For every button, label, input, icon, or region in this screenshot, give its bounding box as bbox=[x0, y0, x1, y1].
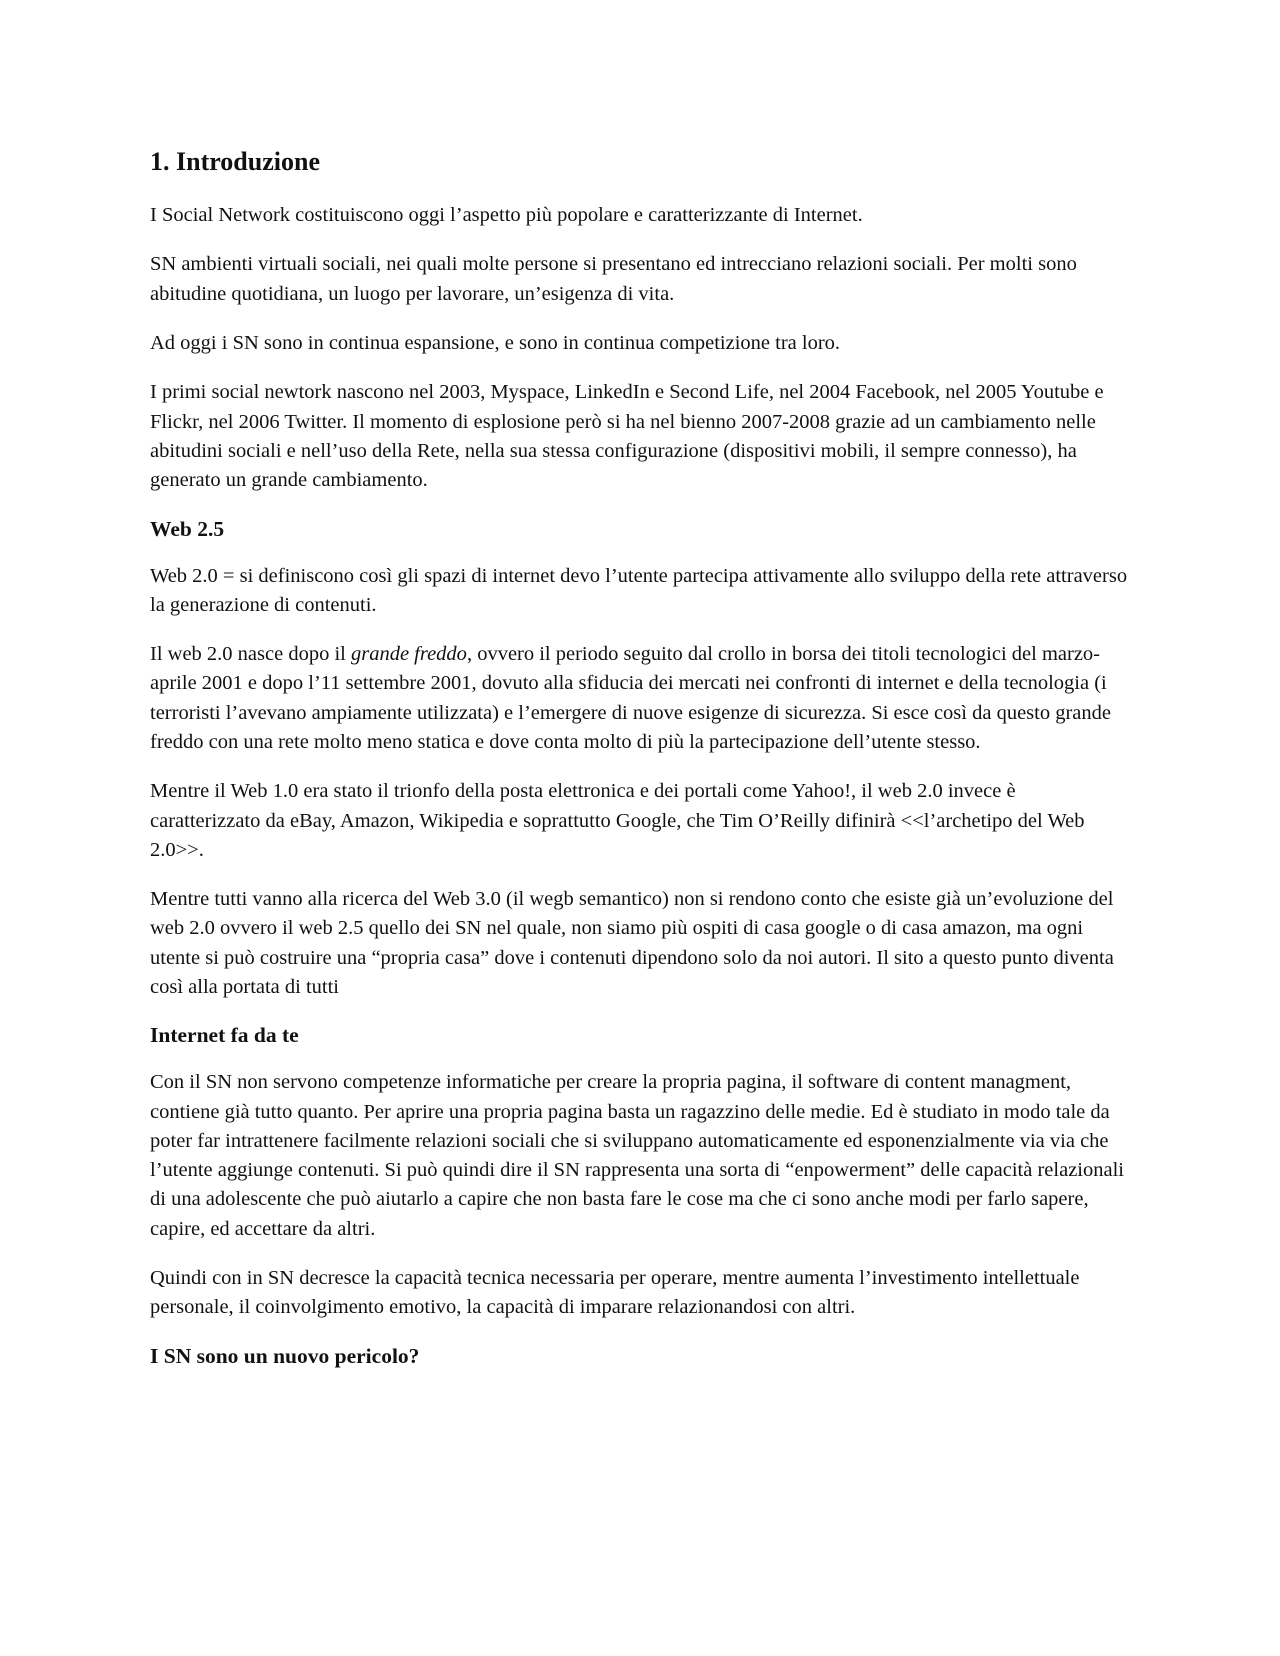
paragraph-intro-1: I Social Network costituiscono oggi l’aspetto più popolare e caratterizzante di Internet. bbox=[150, 204, 863, 227]
section-heading-web25: Web 2.5 bbox=[150, 516, 225, 541]
paragraph-intro-4: I primi social newtork nascono nel 2003, Myspace, LinkedIn e Second Life, nel 2004 Facebook, nel 2005 Youtube e Flickr, nel 2006 Twitter. Il momento di esplosione però si ha nel bienno 2007-2008 grazie ad un cambiamento nelle abitudini sociali e nell’uso della Rete, nella sua stessa configurazione (dispositivi mobili, il sempre connesso), ha generato un grande cambiamento. bbox=[150, 381, 1104, 492]
paragraph-internet-2: Quindi con in SN decresce la capacità tecnica necessaria per operare, mentre aumenta l’investimento intellettuale personale, il coinvolgimento emotivo, la capacità di imparare relazionandosi con altri. bbox=[150, 1267, 1080, 1319]
paragraph-intro-2: SN ambienti virtuali sociali, nei quali molte persone si presentano ed intrecciano relazioni sociali. Per molti sono abitudine quotidiana, un luogo per lavorare, un’esigenza di vita. bbox=[150, 253, 1077, 305]
paragraph-web25-3: Mentre il Web 1.0 era stato il trionfo della posta elettronica e dei portali come Yahoo!, il web 2.0 invece è caratterizzato da eBay, Amazon, Wikipedia e soprattutto Google, che Tim O’Reilly difinirà <<l’archetipo del Web 2.0>>. bbox=[150, 780, 1085, 861]
paragraph-web25-1: Web 2.0 = si definiscono così gli spazi di internet devo l’utente partecipa attivamente allo sviluppo della rete attraverso la generazione di contenuti. bbox=[150, 564, 1128, 616]
page-title: 1. Introduzione bbox=[150, 147, 320, 176]
paragraph-web25-2-start: Il web 2.0 nasce dopo il bbox=[150, 643, 351, 666]
section-heading-internet: Internet fa da te bbox=[150, 1023, 299, 1048]
paragraph-internet-1: Con il SN non servono competenze informatiche per creare la propria pagina, il software di content managment, contiene già tutto quanto. Per aprire una propria pagina basta un ragazzino delle medie. Ed è studiato in modo tale da poter far intrattenere facilmente relazioni sociali che si sviluppano automaticamente ed esponenzialmente via via che l’utente aggiunge contenuti. Si può quindi dire il SN rappresenta una sorta di “enpowerment” delle capacità relazionali di una adolescente che può aiutarlo a capire che non basta fare le cose ma che ci sono anche modi per farlo sapere, capire, ed accettare da altri. bbox=[150, 1071, 1124, 1240]
paragraph-web25-2-end: , ovvero il periodo seguito dal crollo in borsa dei titoli tecnologici del marzo-aprile 2001 e dopo l’11 settembre 2001, dovuto alla sfiducia dei mercati nei confronti di internet e della tecnologia (i terroristi l’avevano ampiamente utilizzata) e l’emergere di nuove esigenze di sicurezza. Si esce così da questo grande freddo con una rete molto meno statica e dove conta molto di più la partecipazione dell’utente stesso. bbox=[150, 643, 1111, 753]
section-heading-pericolo: I SN sono un nuovo pericolo? bbox=[150, 1343, 420, 1368]
paragraph-web25-2 bbox=[150, 640, 1130, 757]
paragraph-intro-3: Ad oggi i SN sono in continua espansione, e sono in continua competizione tra loro. bbox=[150, 332, 841, 355]
paragraph-web25-4: Mentre tutti vanno alla ricerca del Web 3.0 (il wegb semantico) non si rendono conto che esiste già un’evoluzione del web 2.0 ovvero il web 2.5 quello dei SN nel quale, non siamo più ospiti di casa google o di casa amazon, ma ogni utente si può costruire una “propria casa” dove i contenuti dipendono solo da noi autori. Il sito a questo punto diventa così alla portata di tutti bbox=[150, 888, 1114, 999]
italic-grande-freddo: grande freddo bbox=[350, 643, 467, 666]
document-page bbox=[150, 146, 1130, 1389]
